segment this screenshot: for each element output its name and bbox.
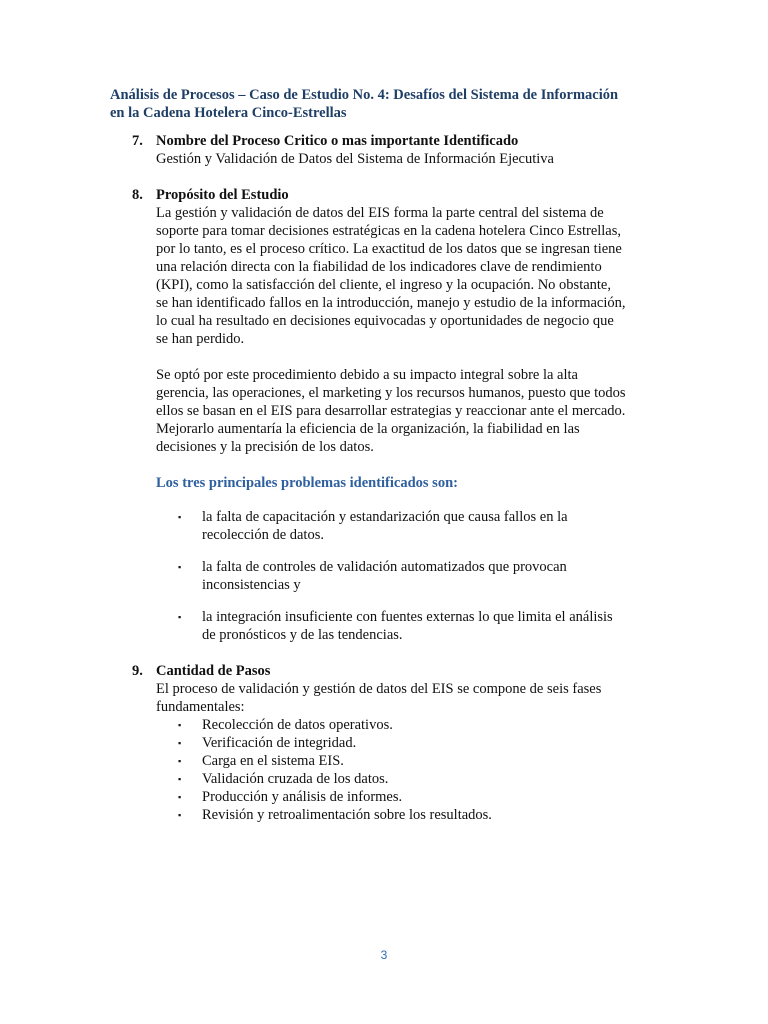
list-item [178,716,672,734]
section-number: 7. [132,133,143,149]
paragraph-purpose [156,204,672,348]
list-item [178,608,672,644]
title-line-1: Análisis de Procesos – Caso de Estudio No. 4: Desafíos del Sistema de Información [110,87,619,103]
text-line: la falta de capacitación y estandarización que causa fallos en la [202,509,568,525]
text-line: de pronósticos y de las tendencias. [202,627,403,643]
section-heading: Cantidad de Pasos [156,663,271,679]
title-line-2: en la Cadena Hotelera Cinco-Estrellas [110,105,347,121]
text-line: la falta de controles de validación automatizados que provocan [202,559,567,575]
list-item [178,734,672,752]
document-title [110,86,670,122]
text-line: decisiones y la precisión de los datos. [156,439,374,455]
steps-list [178,716,672,824]
bullet-icon: ▪ [178,738,182,748]
step-text: Producción y análisis de informes. [202,789,403,805]
section-text: Gestión y Validación de Datos del Sistema de Información Ejecutiva [156,151,554,167]
list-item [178,806,672,824]
text-line: (KPI), como la satisfacción del cliente, el ingreso y la ocupación. No obstante, [156,277,611,293]
text-line: fundamentales: [156,699,245,715]
text-line: lo cual ha resultado en decisiones equivocadas y oportunidades de negocio que [156,313,614,329]
text-line: inconsistencias y [202,577,301,593]
text-line: Se optó por este procedimiento debido a su impacto integral sobre la alta [156,367,578,383]
text-line: El proceso de validación y gestión de datos del EIS se compone de seis fases [156,681,602,697]
text-line: una relación directa con la fiabilidad de los indicadores clave de rendimiento [156,259,602,275]
section-9 [132,662,672,824]
paragraph-steps-intro [156,680,672,716]
list-item [178,508,672,544]
section-number: 9. [132,663,143,679]
section-number: 8. [132,187,143,203]
text-line: gerencia, las operaciones, el marketing y los recursos humanos, puesto que todos [156,385,626,401]
bullet-icon: ▪ [178,810,182,820]
bullet-icon: ▪ [178,756,182,766]
bullet-icon: ▪ [178,512,182,522]
list-item [178,770,672,788]
step-text: Recolección de datos operativos. [202,717,393,733]
text-line: la integración insuficiente con fuentes externas lo que limita el análisis [202,609,613,625]
section-heading: Propósito del Estudio [156,187,289,203]
text-line: por lo tanto, es el proceso crítico. La exactitud de los datos que se ingresan tiene [156,241,622,257]
section-heading: Nombre del Proceso Critico o mas importante Identificado [156,133,519,149]
text-line: se han perdido. [156,331,245,347]
bullet-icon: ▪ [178,720,182,730]
list-item [178,788,672,806]
bullet-icon: ▪ [178,562,182,572]
paragraph-rationale [156,366,672,456]
step-text: Revisión y retroalimentación sobre los resultados. [202,807,492,823]
text-line: soporte para tomar decisiones estratégicas en la cadena hotelera Cinco Estrellas, [156,223,622,239]
text-line: Mejorarlo aumentaría la eficiencia de la organización, la fiabilidad en las [156,421,580,437]
list-item [178,558,672,594]
section-7 [132,132,672,168]
bullet-icon: ▪ [178,612,182,622]
step-text: Verificación de integridad. [202,735,357,751]
text-line: ellos se basan en el EIS para desarrollar estrategias y reaccionar ante el mercado. [156,403,626,419]
text-line: La gestión y validación de datos del EIS forma la parte central del sistema de [156,205,604,221]
list-item [178,752,672,770]
text-line: se han identificado fallos en la introducción, manejo y estudio de la información, [156,295,626,311]
step-text: Validación cruzada de los datos. [202,771,389,787]
section-8 [132,186,672,644]
bullet-icon: ▪ [178,792,182,802]
page-number: 3 [380,948,388,962]
problems-list [178,508,672,644]
problems-heading: Los tres principales problemas identificados son: [156,475,458,491]
bullet-icon: ▪ [178,774,182,784]
step-text: Carga en el sistema EIS. [202,753,344,769]
text-line: recolección de datos. [202,527,324,543]
